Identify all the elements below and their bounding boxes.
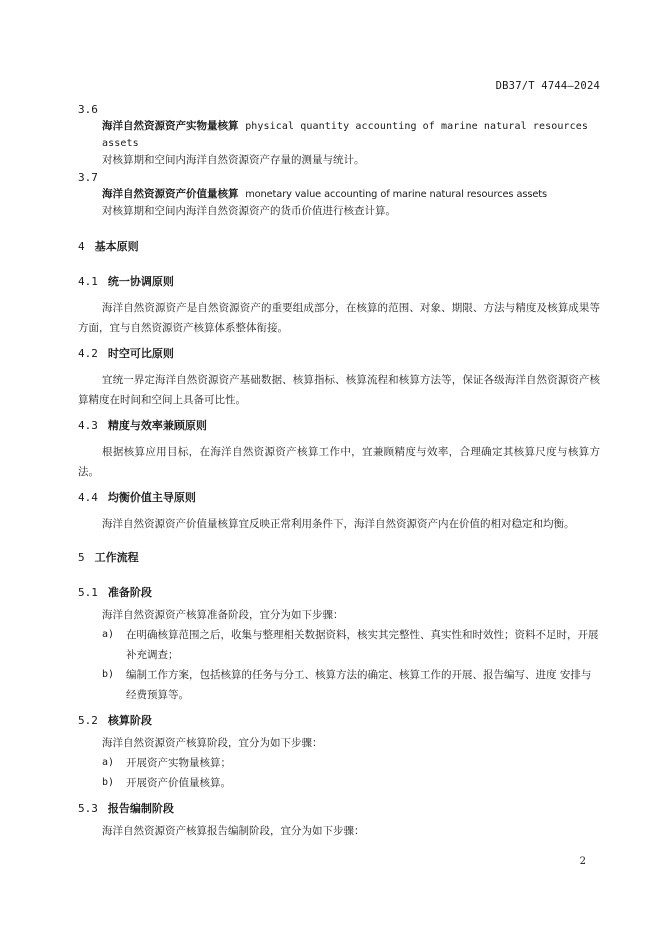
- page-number: 2: [579, 856, 586, 867]
- chapter-title: 工作流程: [94, 551, 139, 564]
- term-chinese: 海洋自然资源资产价值量核算: [102, 188, 239, 200]
- section-title: 统一协调原则: [107, 275, 174, 288]
- chapter-4-heading: 4 基本原则: [78, 240, 139, 253]
- term-english: physical quantity accounting of marine natural resources: [245, 121, 588, 132]
- section-4-2-text: 宜统一界定海洋自然资源资产基础数据、核算指标、核算流程和核算方法等，保证各级海洋自然资源资产核算精度在时间和空间上具备可比性。: [78, 374, 600, 406]
- section-5-1-heading: 5.1 准备阶段: [78, 586, 152, 599]
- section-4-4-text: 海洋自然资源资产价值量核算宜反映正常利用条件下，海洋自然资源资产内在价值的相对稳定和均衡。: [102, 518, 575, 530]
- section-5-3-heading: 5.3 报告编制阶段: [78, 802, 174, 815]
- term-title: [78, 186, 600, 203]
- term-english: monetary value accounting of marine natural resources assets: [245, 189, 548, 200]
- list-marker: a): [102, 757, 115, 768]
- list-text: 在明确核算范围之后，收集与整理相关数据资料，核实其完整性、真实性和时效性；资料不足时，开展补充调查；: [126, 629, 599, 661]
- list-item: [78, 625, 600, 665]
- list-item: [78, 773, 600, 793]
- section-4-2-heading: 4.2 时空可比原则: [78, 347, 174, 360]
- term-chinese: 海洋自然资源资产实物量核算: [102, 120, 239, 132]
- list-marker: b): [102, 777, 115, 788]
- list-item: [78, 753, 600, 773]
- section-4-4-heading: 4.4 均衡价值主导原则: [78, 491, 196, 504]
- section-5-1-intro: 海洋自然资源资产核算准备阶段，宜分为如下步骤：: [102, 609, 344, 621]
- section-5-2-intro: 海洋自然资源资产核算阶段，宜分为如下步骤：: [102, 737, 323, 749]
- list-text: 编制工作方案，包括核算的任务与分工、核算方法的确定、核算工作的开展、报告编写、进度 安排与经费预算等。: [126, 669, 592, 701]
- list-item: [78, 665, 600, 705]
- section-4-3-text: 根据核算应用目标，在海洋自然资源资产核算工作中，宜兼顾精度与效率，合理确定其核算尺度与核算方法。: [78, 446, 600, 478]
- section-title: 均衡价值主导原则: [107, 491, 196, 504]
- section-title: 时空可比原则: [107, 347, 174, 360]
- term-3-7: [78, 169, 600, 220]
- section-4-3-heading: 4.3 精度与效率兼顾原则: [78, 419, 207, 432]
- section-title: 精度与效率兼顾原则: [107, 419, 207, 432]
- list-text: 开展资产实物量核算；: [126, 757, 231, 769]
- chapter-5-heading: 5 工作流程: [78, 551, 139, 564]
- section-5-3-intro: 海洋自然资源资产核算报告编制阶段，宜分为如下步骤：: [102, 825, 365, 837]
- section-4-1-text: 海洋自然资源资产是自然资源资产的重要组成部分，在核算的范围、对象、期限、方法与精度及核算成果等方面，宜与自然资源资产核算体系整体衔接。: [78, 302, 600, 334]
- term-english-cont: assets: [102, 138, 139, 149]
- document-code: DB37/T 4744—2024: [495, 80, 600, 92]
- page-content: [78, 101, 600, 841]
- section-title: 准备阶段: [107, 586, 152, 599]
- list-marker: b): [102, 669, 115, 680]
- chapter-title: 基本原则: [94, 240, 139, 253]
- section-title: 核算阶段: [107, 714, 152, 727]
- term-3-6: [78, 101, 600, 169]
- section-4-1-heading: 4.1 统一协调原则: [78, 275, 174, 288]
- list-text: 开展资产价值量核算。: [126, 777, 231, 789]
- list-marker: a): [102, 629, 115, 640]
- term-number: 3.7: [78, 171, 98, 184]
- section-title: 报告编制阶段: [107, 802, 174, 815]
- term-definition: 对核算期和空间内海洋自然资源资产的货币价值进行核查计算。: [102, 205, 396, 217]
- term-title: [78, 118, 600, 135]
- term-number: 3.6: [78, 103, 98, 116]
- section-5-2-heading: 5.2 核算阶段: [78, 714, 152, 727]
- term-definition: 对核算期和空间内海洋自然资源资产存量的测量与统计。: [102, 154, 365, 166]
